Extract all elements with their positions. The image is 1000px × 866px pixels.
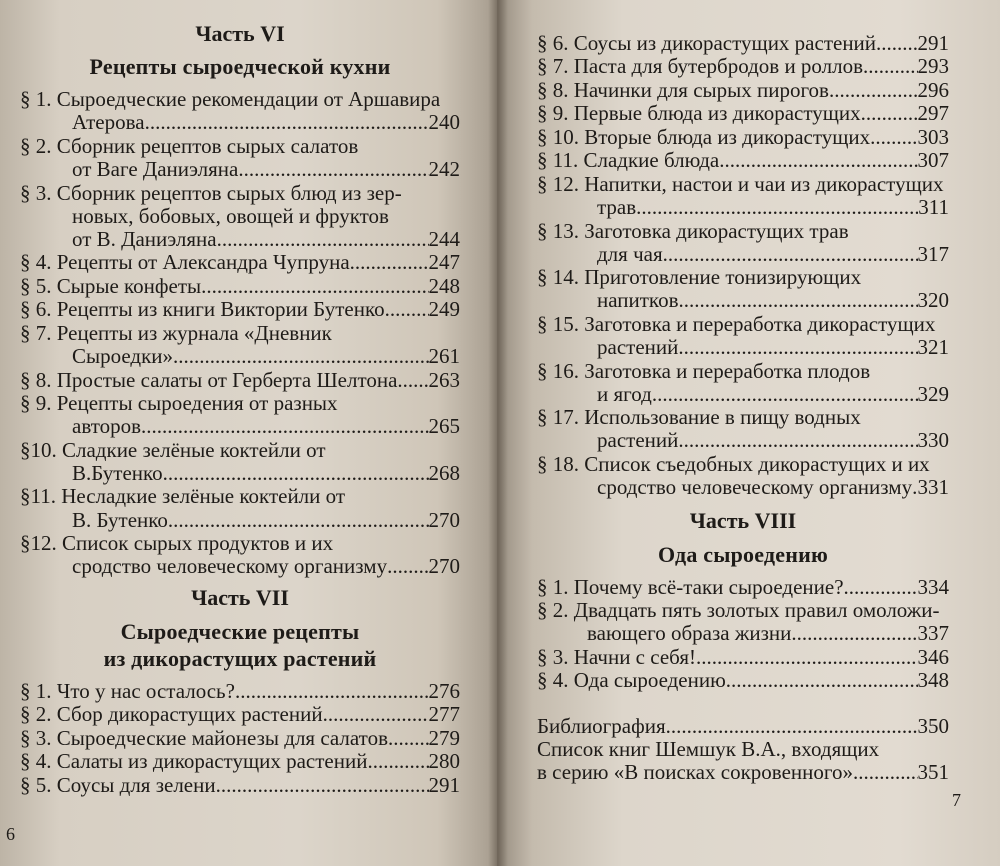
back-matter-toc	[537, 715, 949, 785]
toc-entry-text: § 9. Рецепты сыроедения от разных	[20, 391, 338, 416]
part-6-toc	[20, 88, 460, 578]
toc-entry-text: § 18. Список съедобных дикорастущих и их	[537, 451, 930, 476]
part-7-subtitle-line2: из дикорастущих растений	[103, 645, 377, 671]
toc-entry-text: Сыроедки»	[72, 344, 174, 369]
toc-entry	[20, 135, 460, 181]
dot-leader	[863, 55, 917, 78]
page-number-right: 7	[952, 790, 961, 810]
toc-entry	[537, 576, 949, 599]
toc-page-number: 291	[428, 772, 460, 797]
toc-entry-text: § 7. Рецепты из журнала «Дневник	[20, 320, 332, 345]
toc-entry-text: § 2. Двадцать пять золотых правил омоложи-	[537, 598, 940, 622]
toc-page-number: 279	[428, 725, 460, 750]
toc-entry-text: § 16. Заготовка и переработка плодов	[537, 358, 871, 383]
toc-entry-text: напитков	[597, 288, 679, 313]
toc-entry-text: § 4. Салаты из дикорастущих растений	[20, 749, 368, 774]
dot-leader	[636, 196, 918, 219]
toc-entry-text: новых, бобовых, овощей и фруктов	[72, 203, 389, 228]
toc-entry-text: § 8. Простые салаты от Герберта Шелтона	[20, 367, 398, 392]
part-8-title: Часть VIII	[689, 508, 797, 534]
dot-leader	[663, 243, 918, 266]
toc-page-number: 240	[428, 110, 460, 135]
dot-leader	[791, 622, 917, 645]
toc-page-number: 337	[917, 621, 949, 646]
toc-entry	[537, 32, 949, 55]
toc-page-number: 244	[428, 226, 460, 251]
toc-entry-text: для чая	[597, 241, 663, 266]
toc-entry-text: § 4. Ода сыроедению	[537, 668, 726, 693]
toc-entry	[20, 322, 460, 368]
toc-page-number: 291	[917, 31, 949, 55]
toc-entry	[20, 275, 460, 298]
toc-entry-text: Атерова	[72, 110, 145, 135]
dot-leader	[652, 383, 918, 406]
toc-entry-text: § 11. Сладкие блюда	[537, 148, 720, 173]
dot-leader	[217, 228, 429, 251]
toc-entry	[537, 126, 949, 149]
toc-entry-text: вающего образа жизни	[587, 621, 792, 646]
dot-leader	[350, 251, 429, 274]
toc-entry-text: Список книг Шемшук В.А., входящих	[537, 737, 880, 762]
dot-leader	[201, 275, 428, 298]
dot-leader	[141, 415, 428, 438]
dot-leader	[678, 429, 917, 452]
toc-page-number: 351	[917, 760, 949, 785]
toc-page-number: 270	[428, 554, 460, 579]
toc-entry-text: § 14. Приготовление тонизирующих	[537, 265, 862, 290]
toc-entry-text: В.Бутенко	[72, 460, 163, 485]
toc-entry-text: от В. Даниэляна	[72, 226, 217, 251]
toc-page-number: 276	[428, 678, 460, 703]
toc-entry-text: § 6. Рецепты из книги Виктории Бутенко	[20, 297, 385, 322]
toc-page-number: 261	[428, 344, 460, 369]
toc-entry-text: §10. Сладкие зелёные коктейли от	[20, 437, 326, 462]
toc-entry	[20, 369, 460, 392]
page-number-left: 6	[6, 824, 15, 844]
toc-page-number: 303	[917, 124, 949, 149]
toc-entry-text: § 1. Сыроедческие рекомендации от Аршавира	[20, 87, 441, 112]
dot-leader	[844, 576, 918, 599]
toc-entry-text: растений	[597, 335, 679, 360]
toc-entry-text: § 10. Вторые блюда из дикорастущих	[537, 124, 871, 149]
dot-leader	[385, 298, 429, 321]
dot-leader	[367, 750, 428, 773]
toc-entry	[20, 703, 460, 726]
dot-leader	[679, 289, 918, 312]
dot-leader	[870, 126, 917, 149]
toc-entry	[537, 220, 949, 266]
toc-entry	[537, 360, 949, 406]
toc-page-number: 265	[428, 414, 460, 439]
toc-entry	[20, 750, 460, 773]
dot-leader	[216, 774, 429, 797]
dot-leader	[829, 79, 918, 102]
toc-entry	[537, 715, 949, 738]
toc-entry-text: § 8. Начинки для сырых пирогов	[537, 77, 829, 102]
toc-entry-text: § 1. Почему всё-таки сыроедение?	[537, 574, 844, 599]
dot-leader	[168, 509, 429, 532]
toc-page-number: 277	[428, 702, 460, 727]
toc-entry-text: § 9. Первые блюда из дикорастущих	[537, 101, 861, 126]
toc-page-number: 268	[428, 460, 460, 485]
toc-entry-text: § 17. Использование в пищу водных	[537, 405, 861, 430]
toc-entry-text: § 15. Заготовка и переработка дикорастущих	[537, 311, 936, 336]
toc-entry-text: §12. Список сырых продуктов и их	[20, 531, 334, 556]
dot-leader	[876, 32, 917, 55]
toc-entry-text: § 7. Паста для бутербродов и роллов	[537, 54, 864, 79]
toc-page-number: 296	[917, 77, 949, 102]
toc-page-number: 346	[917, 644, 949, 669]
toc-page-number: 247	[428, 250, 460, 275]
part-6-subtitle: Рецепты сыроедческой кухни	[89, 54, 391, 80]
toc-entry-text: § 1. Что у нас осталось?	[20, 678, 235, 703]
toc-page-number: 280	[428, 749, 460, 774]
toc-entry-text: § 5. Сырые конфеты	[20, 273, 202, 298]
toc-entry	[537, 149, 949, 172]
toc-entry	[20, 251, 460, 274]
toc-entry-text: § 2. Сбор дикорастущих растений	[20, 702, 323, 727]
dot-leader	[696, 646, 918, 669]
part-7-toc	[20, 680, 460, 797]
toc-entry-text: §11. Несладкие зелёные коктейли от	[20, 484, 346, 509]
toc-page-number: 249	[428, 297, 460, 322]
right-page	[497, 0, 1000, 866]
toc-entry	[20, 727, 460, 750]
dot-leader	[163, 462, 429, 485]
dot-leader	[666, 715, 918, 738]
part-8-toc	[537, 576, 949, 693]
toc-entry	[537, 453, 949, 499]
part-8-subtitle: Ода сыроедению	[658, 541, 828, 567]
toc-entry-text: в серию «В поисках сокровенного»	[537, 760, 853, 785]
toc-page-number: 348	[917, 668, 949, 693]
toc-entry-text: Библиография	[537, 713, 666, 738]
toc-entry	[537, 599, 949, 645]
toc-entry-text: § 3. Начни с себя!	[537, 644, 696, 669]
part-7-subtitle	[20, 618, 460, 672]
toc-page-number: 329	[917, 381, 949, 406]
book-gutter	[488, 0, 508, 866]
toc-entry	[20, 439, 460, 485]
toc-entry-text: сродство человеческому организму	[597, 475, 913, 500]
dot-leader	[238, 158, 428, 181]
toc-entry-text: сродство человеческому организму	[72, 554, 388, 579]
toc-entry	[537, 102, 949, 125]
toc-entry-text: § 12. Напитки, настои и чаи из дикорастущих	[537, 171, 944, 196]
dot-leader	[861, 102, 918, 125]
toc-entry	[537, 669, 949, 692]
toc-entry	[537, 738, 949, 784]
dot-leader	[235, 680, 429, 703]
toc-entry	[537, 55, 949, 78]
dot-leader	[323, 703, 429, 726]
left-page	[0, 0, 497, 866]
toc-page-number: 293	[917, 54, 949, 79]
toc-page-number: 334	[917, 574, 949, 599]
toc-entry-text: § 13. Заготовка дикорастущих трав	[537, 218, 849, 243]
left-page-content	[20, 20, 460, 797]
toc-page-number: 330	[917, 428, 949, 453]
toc-entry-text: от Ваге Даниэляна	[72, 157, 239, 182]
dot-leader	[853, 761, 918, 784]
toc-entry	[20, 485, 460, 531]
dot-leader	[145, 111, 429, 134]
toc-page-number: 320	[917, 288, 949, 313]
dot-leader	[173, 345, 428, 368]
toc-entry	[20, 88, 460, 134]
toc-entry	[537, 646, 949, 669]
toc-entry	[20, 298, 460, 321]
dot-leader	[388, 727, 429, 750]
toc-entry-text: авторов	[72, 414, 142, 439]
toc-entry	[537, 173, 949, 219]
toc-page-number: 263	[428, 367, 460, 392]
dot-leader	[397, 369, 428, 392]
toc-page-number: 311	[918, 195, 949, 220]
toc-entry	[537, 79, 949, 102]
dot-leader	[726, 669, 918, 692]
toc-page-number: 317	[917, 241, 949, 266]
part-6-title: Часть VI	[195, 21, 285, 46]
toc-entry	[20, 182, 460, 252]
toc-entry	[20, 392, 460, 438]
toc-entry-text: § 2. Сборник рецептов сырых салатов	[20, 133, 359, 158]
toc-page-number: 297	[917, 101, 949, 126]
dot-leader	[387, 555, 428, 578]
toc-entry-text: § 4. Рецепты от Александра Чупруна	[20, 250, 350, 275]
toc-page-number: 242	[428, 157, 460, 182]
dot-leader	[719, 149, 917, 172]
toc-entry	[537, 313, 949, 359]
part-7-subtitle-line1: Сыроедческие рецепты	[120, 618, 360, 644]
toc-entry	[20, 532, 460, 578]
part-7-continued-toc	[537, 32, 949, 499]
toc-entry-text: § 3. Сыроедческие майонезы для салатов	[20, 725, 388, 750]
toc-page-number: 350	[917, 713, 949, 738]
toc-page-number: 307	[917, 148, 949, 173]
toc-page-number: 248	[428, 273, 460, 298]
toc-entry	[537, 266, 949, 312]
toc-entry	[20, 680, 460, 703]
toc-entry-text: растений	[597, 428, 679, 453]
toc-entry-text: § 5. Соусы для зелени	[20, 772, 216, 797]
toc-page-number: 270	[428, 507, 460, 532]
toc-entry	[20, 774, 460, 797]
toc-entry	[537, 406, 949, 452]
toc-entry-text: § 3. Сборник рецептов сырых блюд из зер-	[20, 180, 402, 205]
toc-page-number: 321	[917, 335, 949, 360]
toc-entry-text: трав	[597, 195, 637, 220]
dot-leader	[678, 336, 917, 359]
right-page-content	[537, 32, 949, 785]
part-7-title: Часть VII	[191, 585, 289, 611]
toc-entry-text: § 6. Соусы из дикорастущих растений	[537, 31, 877, 55]
toc-entry-text: В. Бутенко	[72, 507, 168, 532]
toc-page-number: 331	[917, 475, 949, 500]
toc-entry-text: и ягод	[597, 381, 652, 406]
